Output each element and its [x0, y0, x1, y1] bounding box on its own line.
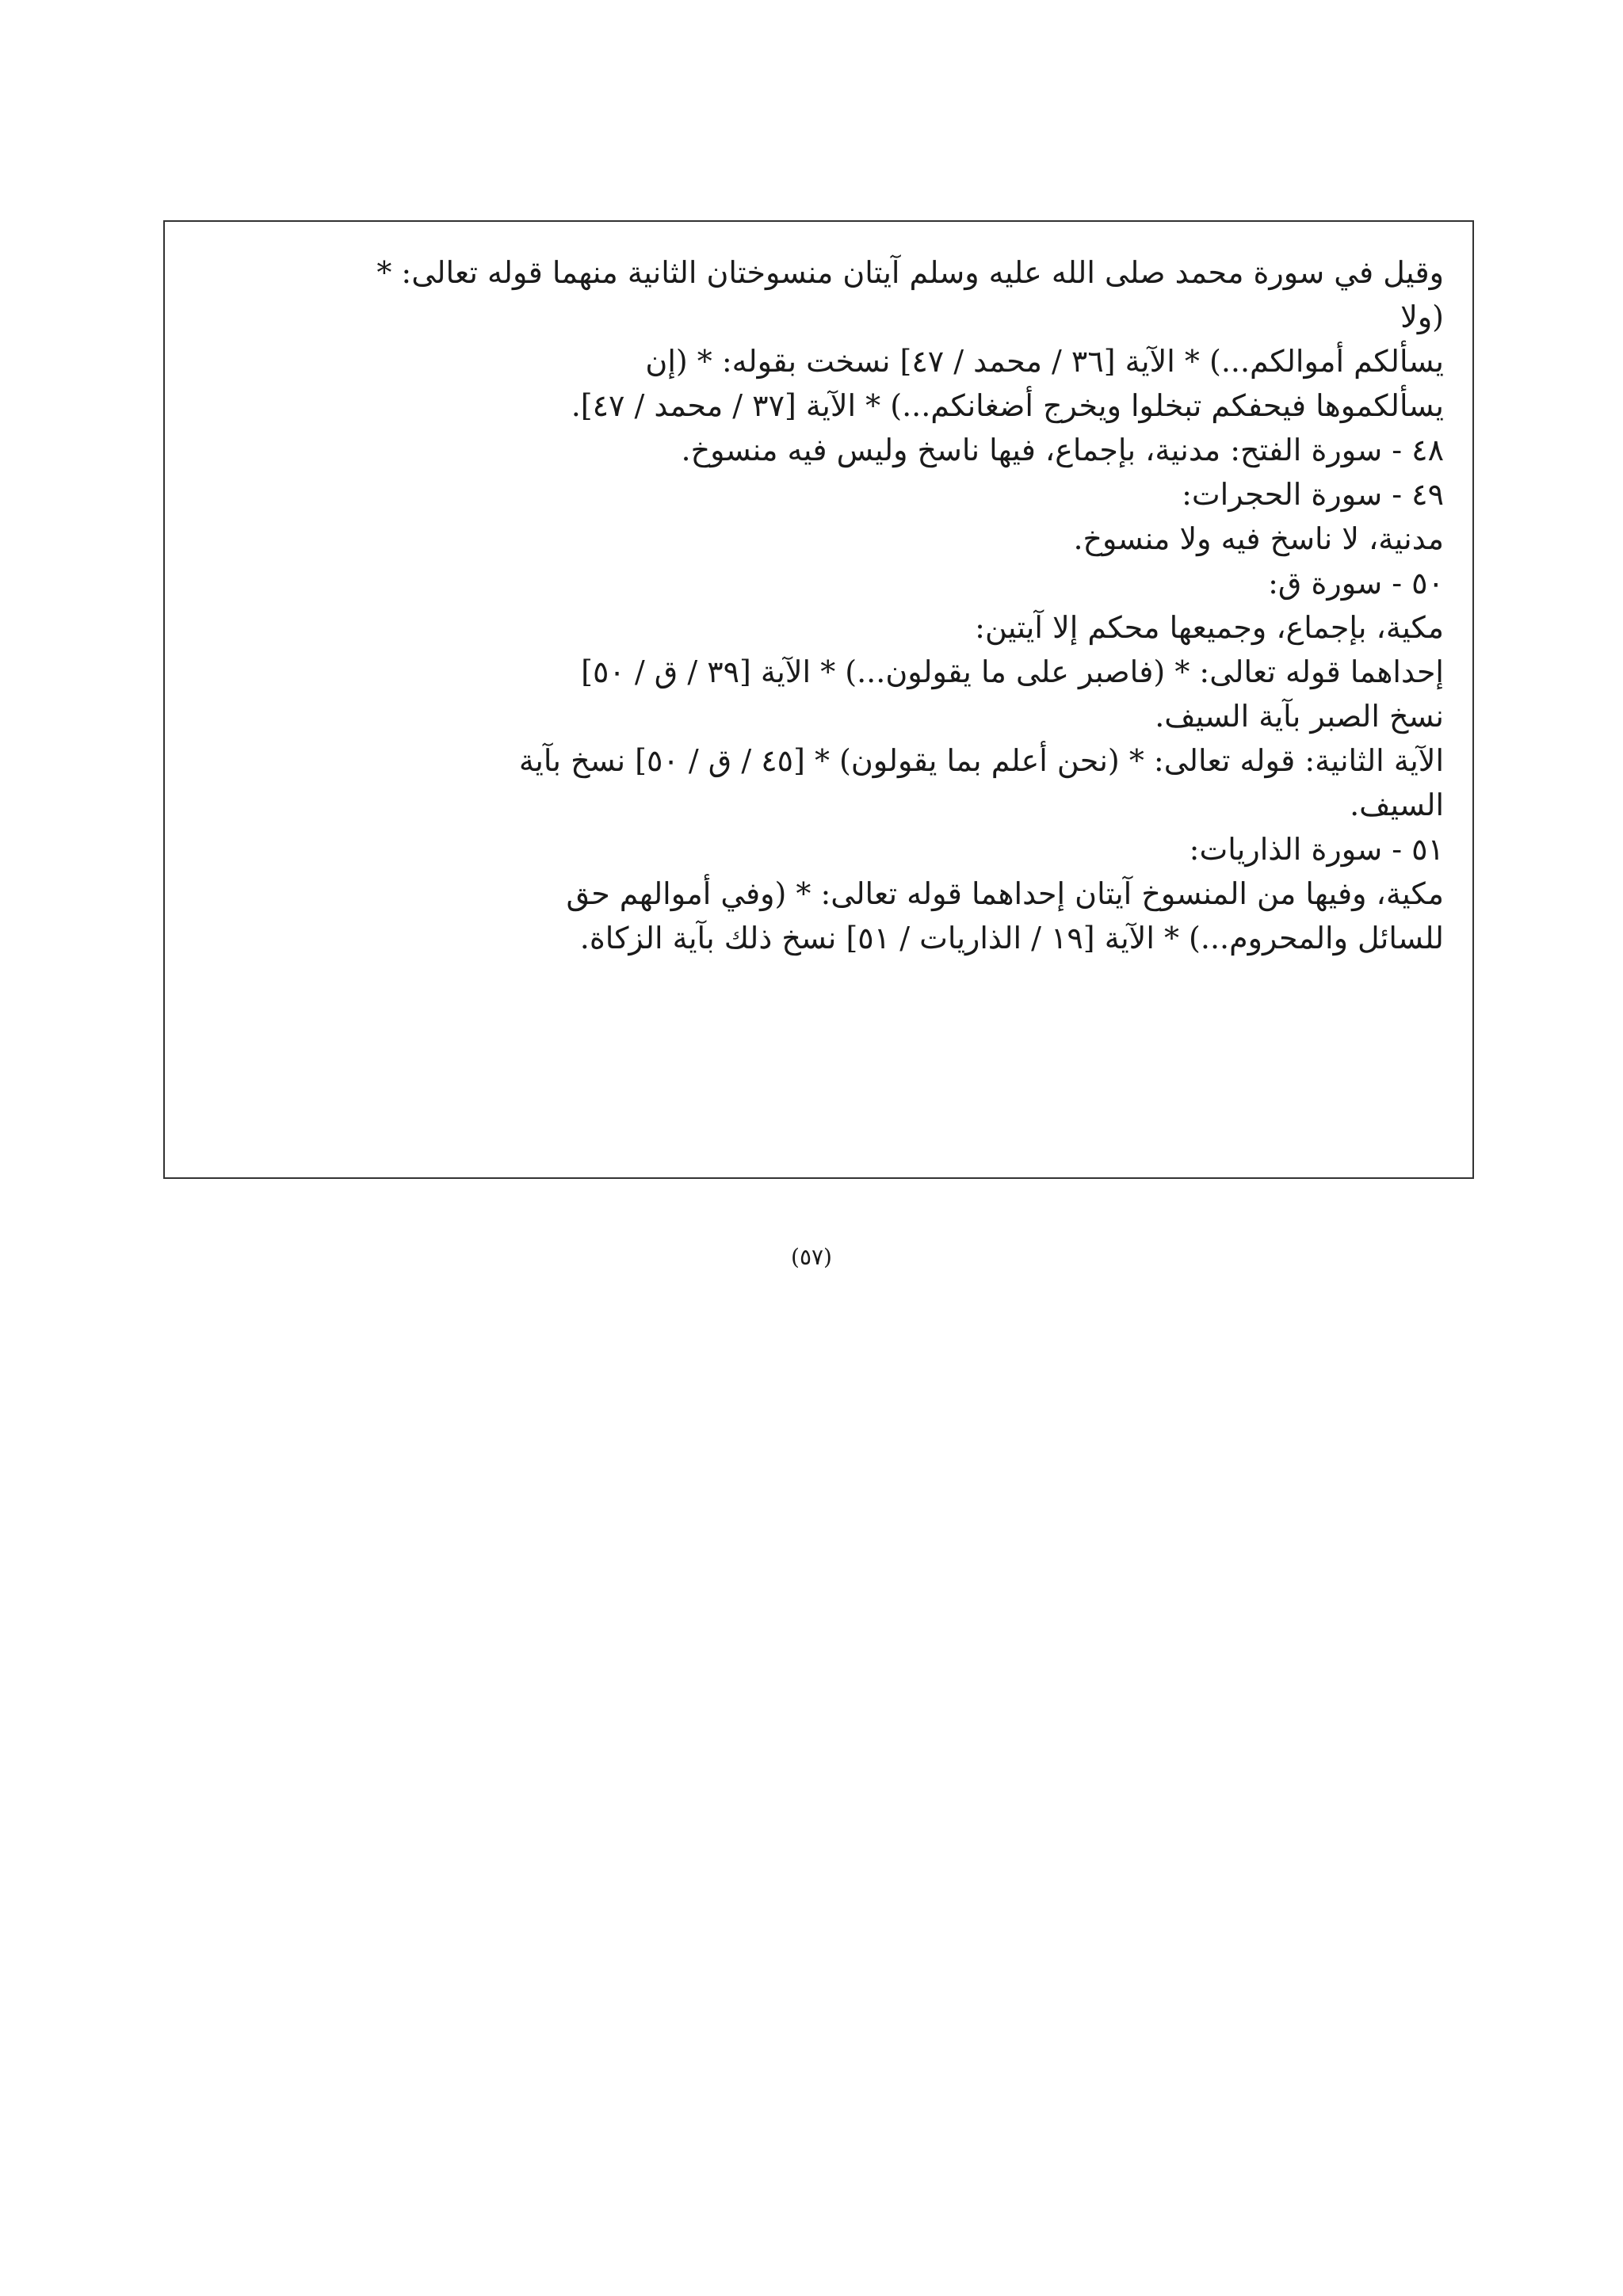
text-line: الآية الثانية: قوله تعالى: * (نحن أعلم بما يقولون) * [٤٥ / ق / ٥٠] نسخ بآية	[518, 743, 1444, 778]
text-line: يسألكموها فيحفكم تبخلوا ويخرج أضغانكم...) * الآية [٣٧ / محمد / ٤٧].	[571, 388, 1444, 423]
text-line: مدنية، لا ناسخ فيه ولا منسوخ.	[1073, 521, 1444, 556]
text-line: مكية، وفيها من المنسوخ آيتان إحداهما قوله تعالى: * (وفي أموالهم حق	[566, 876, 1444, 911]
text-line: مكية، بإجماع، وجميعها محكم إلا آيتين:	[975, 610, 1444, 645]
text-line: ٤٨ - سورة الفتح: مدنية، بإجماع، فيها ناسخ وليس فيه منسوخ.	[681, 433, 1444, 467]
text-line: إحداهما قوله تعالى: * (فاصبر على ما يقولون...) * الآية [٣٩ / ق / ٥٠]	[581, 654, 1444, 689]
text-line: ٤٩ - سورة الحجرات:	[1182, 477, 1444, 512]
text-line: وقيل في سورة محمد صلى الله عليه وسلم آيتان منسوختان الثانية منهما قوله تعالى: *	[376, 255, 1444, 290]
text-box	[163, 220, 1474, 1179]
text-line: يسألكم أموالكم...) * الآية [٣٦ / محمد / ٤٧] نسخت بقوله: * (إن	[645, 344, 1444, 379]
text-line: للسائل والمحروم...) * الآية [١٩ / الذاريات / ٥١] نسخ ذلك بآية الزكاة.	[579, 921, 1444, 955]
text-line: ٥١ - سورة الذاريات:	[1189, 832, 1444, 867]
text-line: نسخ الصبر بآية السيف.	[1155, 699, 1444, 734]
text-line: (ولا	[1400, 299, 1444, 334]
text-line: السيف.	[1350, 788, 1444, 822]
text-line: ٥٠ - سورة ق:	[1268, 566, 1444, 601]
page-number: (٥٧)	[791, 1244, 832, 1270]
